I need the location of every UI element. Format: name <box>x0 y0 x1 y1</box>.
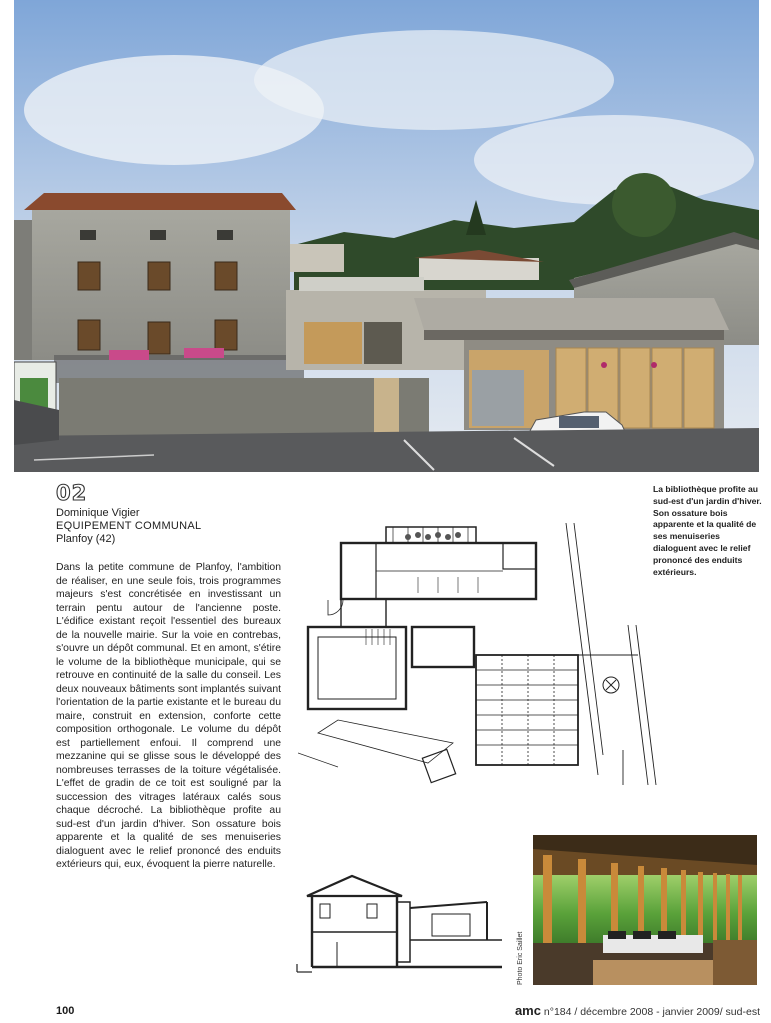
section-drawing <box>292 872 510 980</box>
issue-info: n°184 / décembre 2008 - janvier 2009/ sud-est <box>543 1006 760 1018</box>
project-location: Planfoy (42) <box>56 533 116 545</box>
page-number: 100 <box>56 1005 75 1017</box>
program-title: EQUIPEMENT COMMUNAL <box>56 520 202 532</box>
interior-photo <box>533 835 757 985</box>
architect-name: Dominique Vigier <box>56 507 140 519</box>
project-number: 02 <box>56 481 88 505</box>
hero-photo <box>14 0 759 472</box>
floor-plan-drawing <box>298 505 666 800</box>
photo-caption: La bibliothèque profite au sud-est d'un jardin d'hiver. Son ossature bois apparente et la qualité de ses menuiseries dialoguent avec le relief prononcé des enduits extérieurs. <box>653 484 762 577</box>
magazine-footer <box>515 1003 760 1018</box>
photo-credit: Photo Eric Saillet <box>517 931 524 985</box>
article-body: Dans la petite commune de Planfoy, l'ambition de réaliser, en une seule fois, trois programmes majeurs s'est concrétisée en investissant un terrain pentu autour de l'ancienne poste. L'édifice existant reçoit l'essentiel des bureaux de la nouvelle mairie. Sur la voie en contrebas, s'ouvre un dépôt communal. Et en amont, s'étire le volume de la bibliothèque municipale, qui se retrouve en continuité de la salle du conseil. Les deux nouveaux bâtiments sont implantés suivant l'orientation de la partie existante et le bureau du maire, construit en extension, conforte cette composition orthogonale. Le volume du dépôt est partiellement enfoui. Il comprend une mezzanine qui se glisse sous le développé des nombreuses terrasses de la toiture végétalisée. L'effet de gradin de ce toit est souligné par la succession des vitrages latéraux calés sous chaque décroché. La bibliothèque profite au sud-est d'un jardin d'hiver. Son ossature bois apparente et la qualité de ses menuiseries dialoguent avec le relief prononcé des enduits extérieurs qui, eux, évoquent la pierre naturelle. <box>56 562 281 870</box>
magazine-brand: amc <box>514 1003 541 1018</box>
